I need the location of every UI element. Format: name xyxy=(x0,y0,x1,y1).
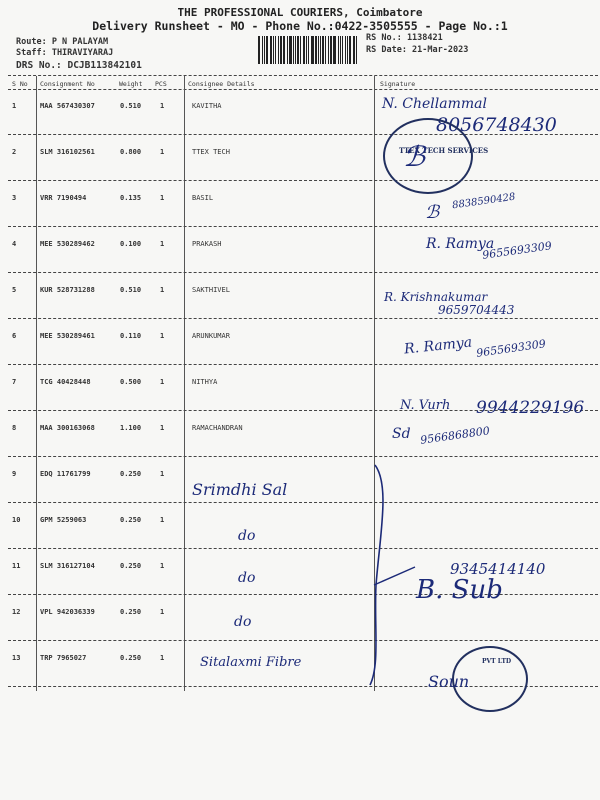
row-consignment: MEE 530289462 xyxy=(40,240,95,248)
handwritten-phone: 9345414140 xyxy=(450,560,546,578)
barcode-bar xyxy=(342,36,344,64)
barcode-bar xyxy=(289,36,292,64)
row-separator xyxy=(8,640,598,641)
handwritten-signature: R. Ramya xyxy=(403,334,473,358)
drs-number: DRS No.: DCJB113842101 xyxy=(16,60,142,71)
barcode-bar xyxy=(303,36,305,64)
row-consignment: SLM 316127104 xyxy=(40,562,95,570)
row-pcs: 1 xyxy=(160,424,165,432)
ditto-mark: do xyxy=(234,614,252,630)
row-weight: 0.250 xyxy=(120,562,142,570)
staff-label: Staff: THIRAVIYARAJ xyxy=(16,48,114,58)
row-sno: 13 xyxy=(12,654,21,662)
row-weight: 0.250 xyxy=(120,654,142,662)
row-separator xyxy=(8,272,598,273)
row-separator xyxy=(8,502,598,503)
stamp-text: TTEX TECH SERVICES xyxy=(399,146,489,155)
row-pcs: 1 xyxy=(160,562,165,570)
barcode-bar xyxy=(262,36,263,64)
handwritten-phone: 9944229196 xyxy=(476,398,585,418)
row-weight: 0.250 xyxy=(120,470,142,478)
row-consignee: KAVITHA xyxy=(192,102,222,110)
row-pcs: 1 xyxy=(160,194,165,202)
row-weight: 0.510 xyxy=(120,102,142,110)
row-sno: 9 xyxy=(12,470,17,478)
handwritten-phone: 9659704443 xyxy=(438,303,515,317)
row-pcs: 1 xyxy=(160,240,165,248)
row-consignee: TTEX TECH xyxy=(192,148,230,156)
row-sno: 1 xyxy=(12,102,17,110)
row-consignee: SAKTHIVEL xyxy=(192,286,230,294)
handwritten-phone: 9566868800 xyxy=(419,424,491,447)
column-divider xyxy=(36,76,37,691)
row-sno: 4 xyxy=(12,240,17,248)
row-weight: 0.250 xyxy=(120,608,142,616)
header-rule xyxy=(8,89,598,90)
row-consignee: PRAKASH xyxy=(192,240,222,248)
row-pcs: 1 xyxy=(160,378,165,386)
row-sno: 5 xyxy=(12,286,17,294)
route-label: Route: P N PALAYAM xyxy=(16,37,109,47)
handwritten-phone: 9655693309 xyxy=(481,239,553,262)
grouping-bracket xyxy=(340,455,420,695)
row-weight: 0.500 xyxy=(120,378,142,386)
barcode-bar xyxy=(340,36,341,64)
runsheet-subtitle: Delivery Runsheet - MO - Phone No.:0422-3505555 - Page No.:1 xyxy=(92,19,508,33)
barcode-bar xyxy=(330,36,332,64)
barcode-bar xyxy=(347,36,348,64)
handwritten-signature: B. Sub xyxy=(416,575,503,605)
barcode xyxy=(258,36,358,64)
barcode-bar xyxy=(306,36,307,64)
row-consignment: EDQ 11761799 xyxy=(40,470,91,478)
handwritten-signature: R. Ramya xyxy=(426,236,495,252)
row-pcs: 1 xyxy=(160,516,165,524)
row-pcs: 1 xyxy=(160,102,165,110)
barcode-bar xyxy=(297,36,299,64)
row-pcs: 1 xyxy=(160,654,165,662)
row-sno: 7 xyxy=(12,378,17,386)
row-weight: 0.110 xyxy=(120,332,142,340)
company-stamp xyxy=(383,118,489,194)
row-consignment: SLM 316102561 xyxy=(40,148,95,156)
barcode-bar xyxy=(318,36,319,64)
handwritten-phone: 8838590428 xyxy=(451,191,517,212)
barcode-bar xyxy=(315,36,317,64)
row-consignment: MEE 530289461 xyxy=(40,332,95,340)
handwritten-consignee: Srimdhi Sal xyxy=(192,480,288,499)
rs-date: RS Date: 21-Mar-2023 xyxy=(366,45,469,55)
barcode-bar xyxy=(325,36,326,64)
col-header-consignee: Consignee Details xyxy=(188,80,255,88)
barcode-bar xyxy=(300,36,301,64)
barcode-bar xyxy=(273,36,274,64)
row-pcs: 1 xyxy=(160,470,165,478)
row-weight: 0.250 xyxy=(120,516,142,524)
col-header-signature: Signature xyxy=(380,80,416,88)
barcode-bar xyxy=(283,36,285,64)
row-separator xyxy=(8,180,598,181)
row-pcs: 1 xyxy=(160,608,165,616)
handwritten-initial: ℬ xyxy=(425,202,440,223)
row-weight: 0.510 xyxy=(120,286,142,294)
barcode-bar xyxy=(275,36,276,64)
row-weight: 0.800 xyxy=(120,148,142,156)
row-separator xyxy=(8,548,598,549)
column-divider xyxy=(184,76,185,691)
row-consignment: TCG 40428448 xyxy=(40,378,91,386)
stamp-text: PVT LTD xyxy=(482,658,512,665)
row-pcs: 1 xyxy=(160,286,165,294)
row-consignment: GPM 5259063 xyxy=(40,516,87,524)
stamp-signature: ℬ xyxy=(403,140,426,173)
handwritten-signature: N. Vurh xyxy=(400,398,451,413)
barcode-bar xyxy=(280,36,282,64)
row-consignment: TRP 7965027 xyxy=(40,654,87,662)
row-sno: 11 xyxy=(12,562,21,570)
barcode-bar xyxy=(328,36,329,64)
row-sno: 12 xyxy=(12,608,21,616)
col-header-pcs: PCS xyxy=(155,80,167,88)
col-header-consignment: Consignment No xyxy=(40,80,95,88)
barcode-bar xyxy=(349,36,351,64)
barcode-bar xyxy=(308,36,309,64)
row-separator xyxy=(8,364,598,365)
row-consignment: VRR 7190494 xyxy=(40,194,87,202)
row-separator xyxy=(8,456,598,457)
barcode-bar xyxy=(258,36,260,64)
col-header-weight: Weight xyxy=(119,80,143,88)
barcode-bar xyxy=(311,36,314,64)
row-sno: 6 xyxy=(12,332,17,340)
col-header-sno: S No xyxy=(12,80,28,88)
row-pcs: 1 xyxy=(160,148,165,156)
barcode-bar xyxy=(295,36,296,64)
rs-number: RS No.: 1138421 xyxy=(366,33,443,43)
row-weight: 0.100 xyxy=(120,240,142,248)
handwritten-initial: Sd xyxy=(392,426,411,442)
barcode-bar xyxy=(287,36,288,64)
company-title: THE PROFESSIONAL COURIERS, Coimbatore xyxy=(177,6,423,19)
row-consignment: MAA 567430307 xyxy=(40,102,95,110)
barcode-bar xyxy=(320,36,321,64)
row-consignment: MAA 300163068 xyxy=(40,424,95,432)
row-separator xyxy=(8,226,598,227)
row-sno: 2 xyxy=(12,148,17,156)
row-weight: 0.135 xyxy=(120,194,142,202)
handwritten-name: R. Krishnakumar xyxy=(384,290,488,304)
row-consignment: KUR 528731288 xyxy=(40,286,95,294)
handwritten-phone: 8056748430 xyxy=(436,114,557,136)
row-separator xyxy=(8,318,598,319)
ditto-mark: do xyxy=(238,570,256,586)
handwritten-name: N. Chellammal xyxy=(382,96,487,112)
row-sno: 10 xyxy=(12,516,21,524)
handwritten-phone: 9655693309 xyxy=(475,337,547,360)
ditto-mark: do xyxy=(238,528,256,544)
barcode-bar xyxy=(270,36,273,64)
row-sno: 3 xyxy=(12,194,17,202)
barcode-bar xyxy=(333,36,336,64)
barcode-bar xyxy=(266,36,268,64)
barcode-bar xyxy=(353,36,355,64)
barcode-bar xyxy=(356,36,357,64)
row-consignee: NITHYA xyxy=(192,378,218,386)
row-consignment: VPL 942036339 xyxy=(40,608,95,616)
barcode-bar xyxy=(293,36,294,64)
barcode-bar xyxy=(264,36,265,64)
row-consignee: RAMACHANDRAN xyxy=(192,424,243,432)
barcode-bar xyxy=(278,36,279,64)
barcode-bar xyxy=(338,36,339,64)
table-top-rule xyxy=(8,75,598,76)
handwritten-consignee: Sitalaxmi Fibre xyxy=(200,655,302,670)
row-pcs: 1 xyxy=(160,332,165,340)
row-consignee: BASIL xyxy=(192,194,214,202)
barcode-bar xyxy=(322,36,324,64)
row-separator xyxy=(8,594,598,595)
row-consignee: ARUNKUMAR xyxy=(192,332,230,340)
handwritten-signature: Soun xyxy=(428,672,470,691)
barcode-bar xyxy=(345,36,346,64)
row-weight: 1.100 xyxy=(120,424,142,432)
row-sno: 8 xyxy=(12,424,17,432)
